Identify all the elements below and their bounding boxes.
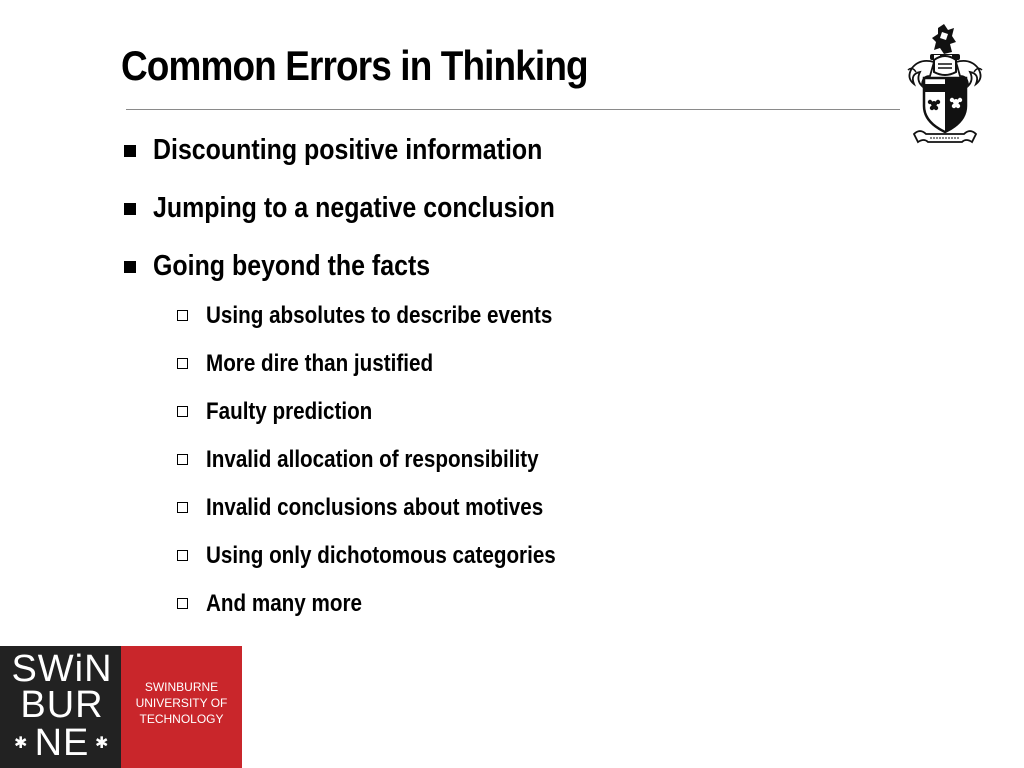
coat-of-arms-icon xyxy=(900,22,988,150)
bullet-text: Using only dichotomous categories xyxy=(206,542,556,569)
hollow-square-bullet-icon xyxy=(177,598,188,609)
university-name-line: UNIVERSITY OF xyxy=(135,696,228,710)
star-icon: ✱ xyxy=(95,735,109,752)
bullet-text: Going beyond the facts xyxy=(153,250,431,282)
filled-square-bullet-icon xyxy=(124,203,136,215)
bullet-text: And many more xyxy=(206,590,362,617)
logo-wordmark-line: SWiN xyxy=(11,648,113,690)
filled-square-bullet-icon xyxy=(124,145,136,157)
logo-name-panel xyxy=(121,646,242,768)
bullet-text: Discounting positive information xyxy=(153,134,543,166)
bullet-text: Faulty prediction xyxy=(206,398,373,425)
hollow-square-bullet-icon xyxy=(177,358,188,369)
university-name-line: SWINBURNE xyxy=(144,680,219,694)
bullet-text: Invalid conclusions about motives xyxy=(206,494,544,521)
university-name-line: TECHNOLOGY xyxy=(139,712,224,726)
logo-wordmark-panel xyxy=(0,646,121,768)
filled-square-bullet-icon xyxy=(124,261,136,273)
logo-wordmark-line: NE xyxy=(34,722,90,764)
title-divider xyxy=(126,109,900,110)
hollow-square-bullet-icon xyxy=(177,406,188,417)
bullet-text: More dire than justified xyxy=(206,350,434,377)
hollow-square-bullet-icon xyxy=(177,502,188,513)
bullet-text: Using absolutes to describe events xyxy=(206,302,553,329)
slide-title: Common Errors in Thinking xyxy=(121,42,588,89)
logo-wordmark-line: BUR xyxy=(20,684,104,726)
star-icon: ✱ xyxy=(14,735,28,752)
bullet-text: Jumping to a negative conclusion xyxy=(153,192,555,224)
hollow-square-bullet-icon xyxy=(177,550,188,561)
swinburne-logo xyxy=(0,646,242,768)
hollow-square-bullet-icon xyxy=(177,310,188,321)
bullet-text: Invalid allocation of responsibility xyxy=(206,446,539,473)
hollow-square-bullet-icon xyxy=(177,454,188,465)
